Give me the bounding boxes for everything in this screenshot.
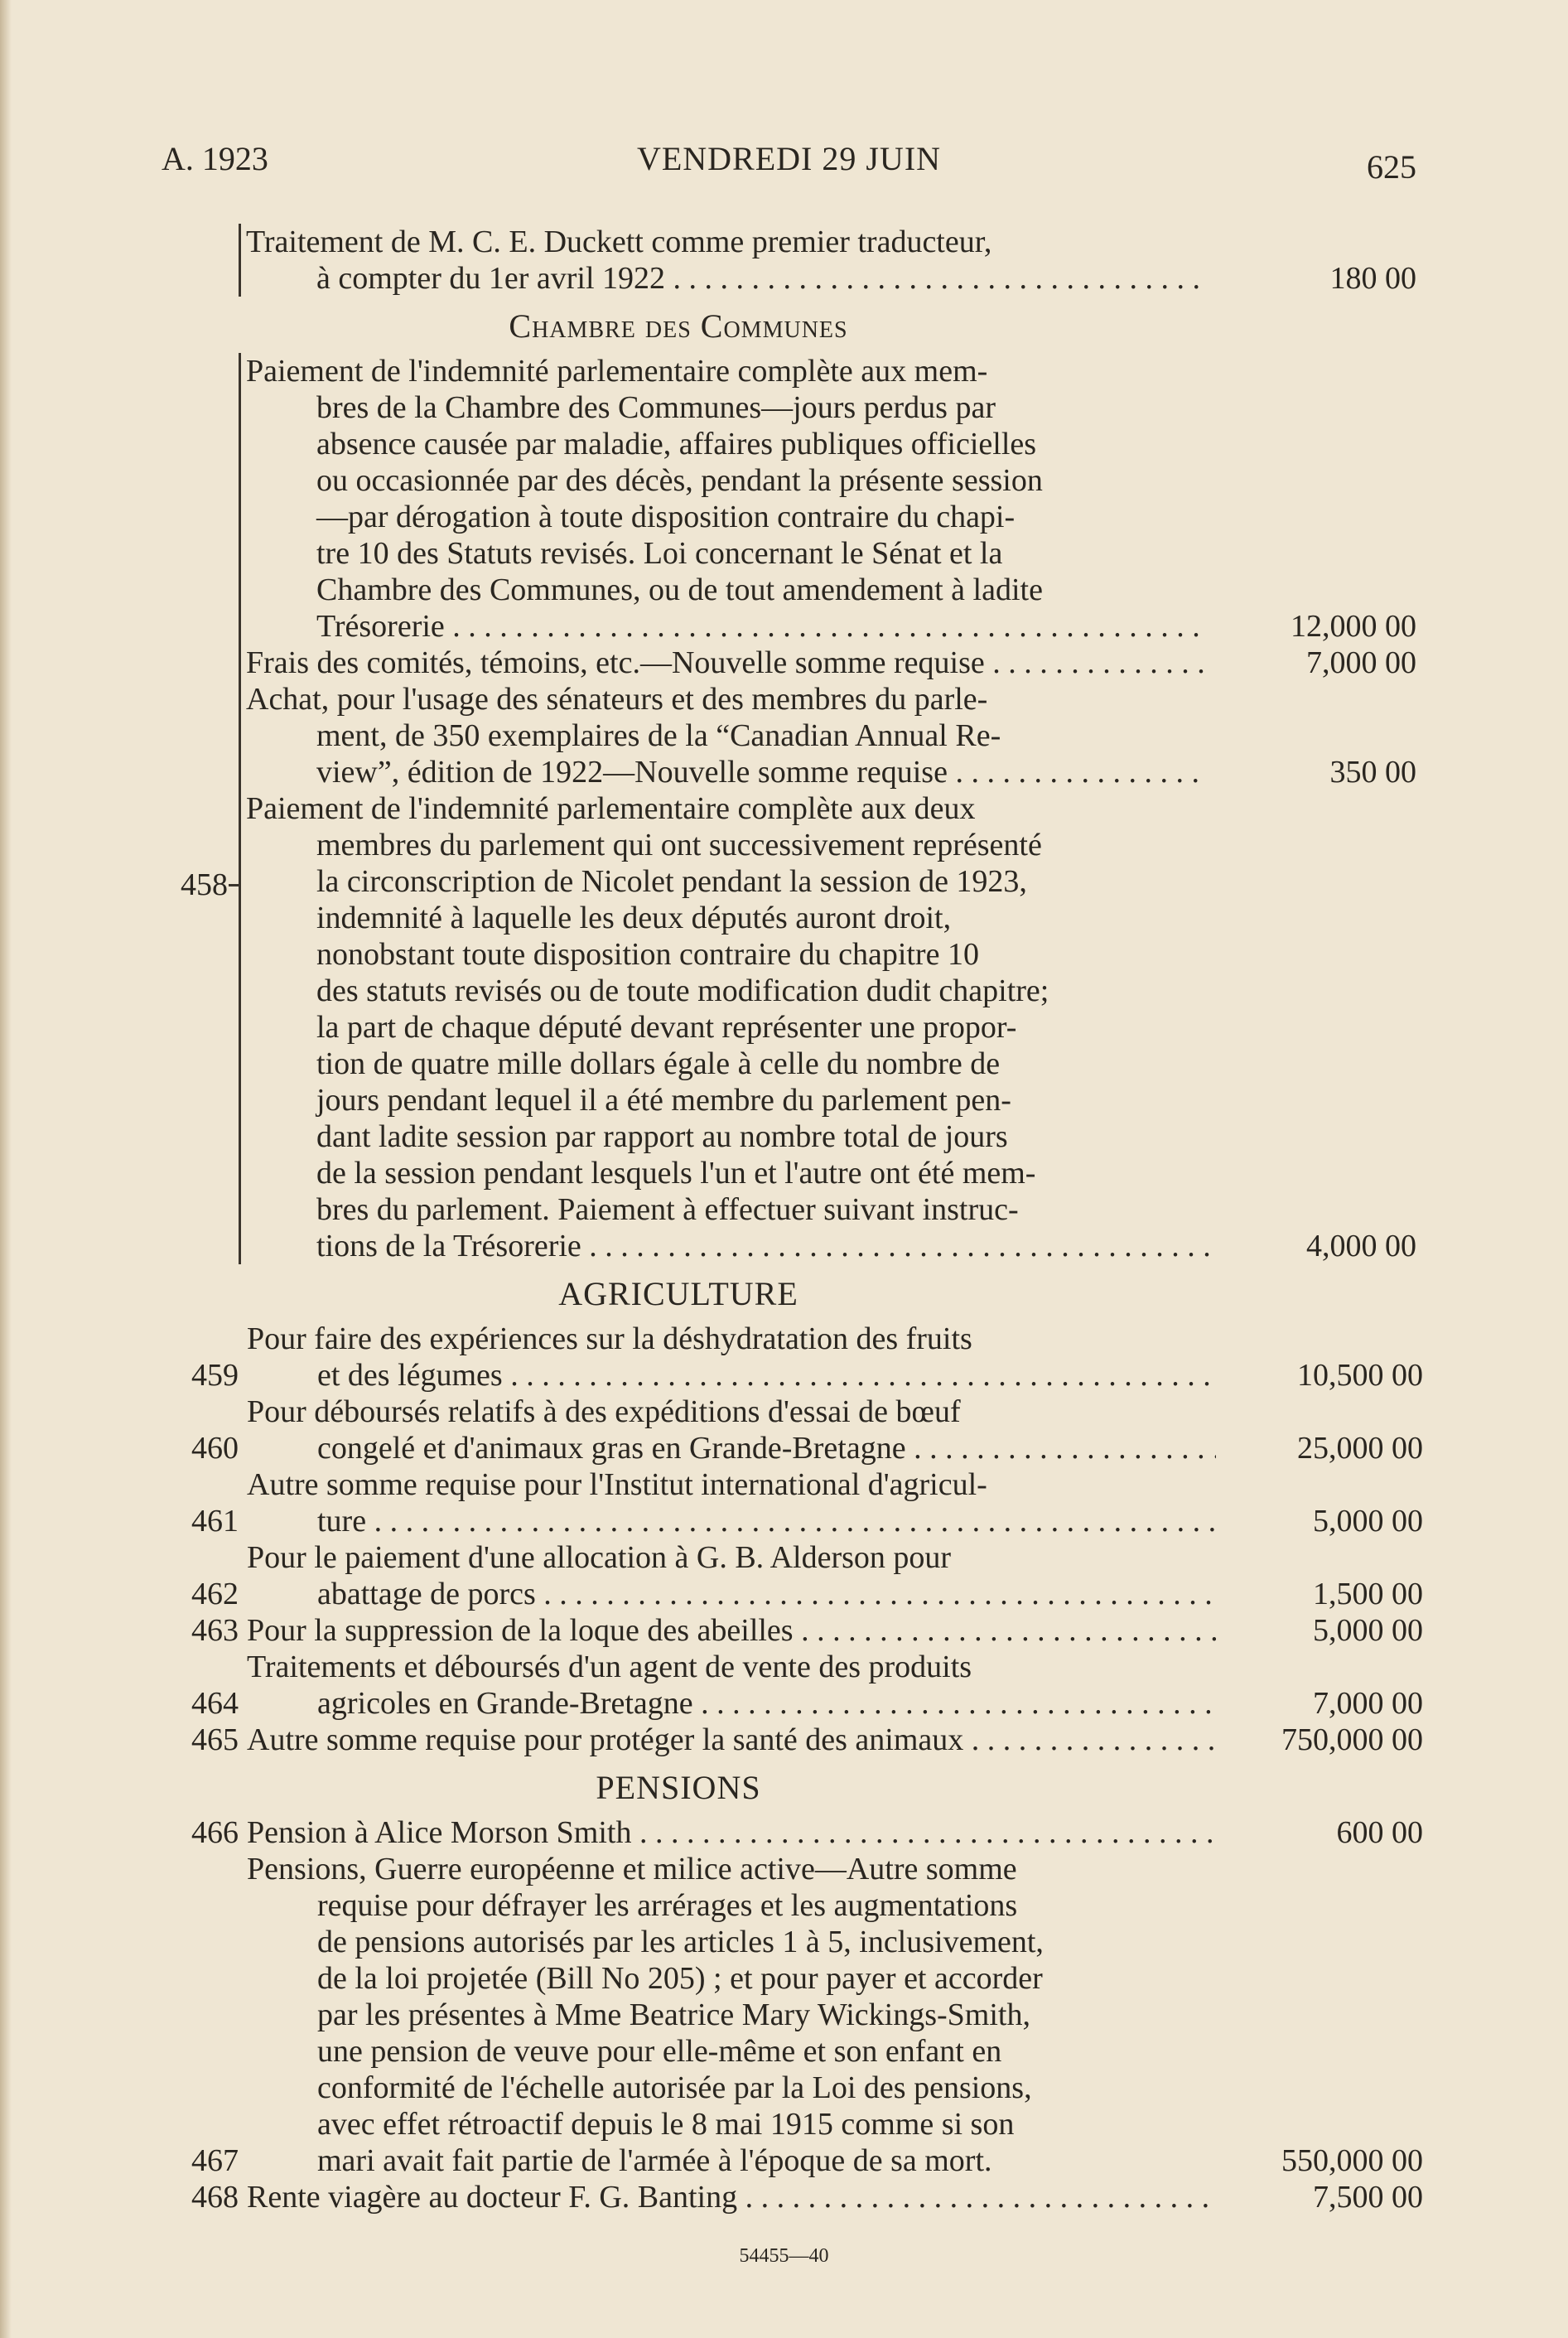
vote-number: 463	[191, 1613, 239, 1648]
item-text-line: Achat, pour l'usage des sénateurs et des membres du parle-	[246, 682, 988, 717]
item-amount: 4,000 00	[1306, 1229, 1416, 1263]
vote-number: 468	[191, 2180, 239, 2215]
item-text-line: dant ladite session par rapport au nombre total de jours	[316, 1119, 1008, 1154]
vote-number: 464	[191, 1686, 239, 1721]
item-text-line: ment, de 350 exemplaires de la “Canadian Annual Re-	[316, 718, 1001, 753]
item-amount: 180 00	[1329, 261, 1416, 296]
item-amount: 350 00	[1329, 755, 1416, 790]
list-item	[246, 353, 1425, 645]
item-amount: 5,000 00	[1313, 1504, 1423, 1539]
item-text-line: view”, édition de 1922—Nouvelle somme requise . . .	[246, 754, 1209, 790]
item-text-line: bres de la Chambre des Communes—jours perdus par	[316, 390, 996, 425]
vote-number: 461	[191, 1504, 239, 1539]
list-item	[149, 1466, 1425, 1539]
item-text-line: conformité de l'échelle autorisée par la Loi des pensions,	[317, 2070, 1032, 2105]
item-amount: 600 00	[1336, 1815, 1423, 1850]
list-item	[149, 1321, 1425, 1394]
section-heading-pensions: PENSIONS	[596, 1769, 761, 1806]
section-heading-chambre: Chambre des Communes	[509, 307, 848, 345]
item-text-line: Pensions, Guerre européenne et milice active—Autre somme	[247, 1852, 1017, 1886]
vote-number: 466	[191, 1815, 239, 1850]
item-amount: 1,500 00	[1313, 1577, 1423, 1611]
item-text-line: abattage de porcs . . .	[247, 1576, 1216, 1612]
item-text-line: Paiement de l'indemnité parlementaire complète aux mem-	[246, 354, 988, 389]
item-amount: 10,500 00	[1297, 1358, 1423, 1393]
item-amount: 25,000 00	[1297, 1431, 1423, 1466]
page-edge	[0, 0, 12, 2338]
item-text-line: Traitement de M. C. E. Duckett comme premier traducteur,	[246, 225, 992, 259]
list-item	[246, 645, 1425, 681]
item-amount: 5,000 00	[1313, 1613, 1423, 1648]
item-text-line: des statuts revisés ou de toute modification dudit chapitre;	[316, 973, 1049, 1008]
item-text-line: Pour la suppression de la loque des abeilles . . .	[247, 1612, 1216, 1649]
item-text-line: membres du parlement qui ont successivement représenté	[316, 828, 1042, 862]
item-text-line: la circonscription de Nicolet pendant la session de 1923,	[316, 864, 1027, 899]
item-amount: 7,000 00	[1313, 1686, 1423, 1721]
list-item	[149, 2179, 1425, 2215]
item-text-line: agricoles en Grande-Bretagne . . .	[247, 1685, 1216, 1722]
list-item	[149, 1851, 1425, 2179]
vote-number: 462	[191, 1577, 239, 1611]
item-text-line: tions de la Trésorerie . . .	[246, 1228, 1209, 1264]
item-text-line: bres du parlement. Paiement à effectuer suivant instruc-	[316, 1192, 1019, 1227]
item-amount: 550,000 00	[1281, 2143, 1423, 2178]
vote-number: 467	[191, 2143, 239, 2178]
item-text-line: mari avait fait partie de l'armée à l'époque de sa mort.	[317, 2143, 992, 2178]
chambre-group	[181, 353, 1425, 1264]
list-item	[246, 224, 1425, 297]
item-text-line: ture . . .	[247, 1503, 1216, 1539]
date-heading: VENDREDI 29 JUIN	[636, 140, 942, 177]
list-item	[149, 1722, 1425, 1758]
item-text-line: Autre somme requise pour protéger la santé des animaux . . .	[247, 1722, 1216, 1758]
item-amount: 12,000 00	[1291, 609, 1416, 644]
item-text-line: à compter du 1er avril 1922 . . .	[246, 260, 1209, 297]
item-text-line: nonobstant toute disposition contraire du chapitre 10	[316, 937, 979, 972]
estimates-body	[149, 224, 1425, 2215]
list-item	[149, 1612, 1425, 1649]
item-text-line: la part de chaque député devant représenter une propor-	[316, 1010, 1017, 1045]
item-amount: 750,000 00	[1281, 1722, 1423, 1757]
item-text-line: Chambre des Communes, ou de tout amendement à ladite	[316, 572, 1043, 607]
list-item	[149, 1394, 1425, 1466]
item-text-line: indemnité à laquelle les deux députés auront droit,	[316, 901, 952, 935]
item-text-line: tion de quatre mille dollars égale à celle du nombre de	[316, 1046, 1001, 1081]
page-number: 625	[1367, 148, 1416, 186]
item-text-line: jours pendant lequel il a été membre du parlement pen-	[316, 1083, 1011, 1118]
item-text-line: Frais des comités, témoins, etc.—Nouvelle somme requise . . .	[246, 645, 1209, 681]
list-item	[246, 790, 1425, 1264]
vote-number: 465	[191, 1722, 239, 1757]
section-heading-agriculture: AGRICULTURE	[558, 1275, 798, 1312]
list-item	[149, 1649, 1425, 1722]
vote-number: 460	[191, 1431, 239, 1466]
item-text-line: Autre somme requise pour l'Institut international d'agricul-	[247, 1467, 987, 1502]
page-header	[162, 139, 1416, 186]
item-text-line: une pension de veuve pour elle-même et son enfant en	[317, 2034, 1002, 2069]
list-item	[149, 1539, 1425, 1612]
item-amount: 7,500 00	[1313, 2180, 1423, 2215]
print-code: 54455—40	[739, 2245, 829, 2267]
session-label: A. 1923	[162, 140, 268, 177]
item-text-line: Trésorerie . . .	[246, 608, 1209, 645]
item-amount: 7,000 00	[1306, 645, 1416, 680]
item-text-line: —par dérogation à toute disposition contraire du chapi-	[316, 500, 1016, 534]
item-text-line: Pour le paiement d'une allocation à G. B. Alderson pour	[247, 1540, 952, 1575]
item-text-line: Rente viagère au docteur F. G. Banting . . .	[247, 2179, 1216, 2215]
item-text-line: tre 10 des Statuts revisés. Loi concernant le Sénat et la	[316, 536, 1003, 571]
item-text-line: de la session pendant lesquels l'un et l'autre ont été mem-	[316, 1156, 1036, 1191]
item-text-line: avec effet rétroactif depuis le 8 mai 1915 comme si son	[317, 2107, 1015, 2142]
item-text-line: par les présentes à Mme Beatrice Mary Wickings-Smith,	[317, 1997, 1030, 2032]
item-text-line: ou occasionnée par des décès, pendant la présente session	[316, 463, 1043, 498]
vote-number: 459	[191, 1358, 239, 1393]
item-text-line: requise pour défrayer les arrérages et les augmentations	[317, 1888, 1018, 1923]
item-text-line: de pensions autorisés par les articles 1 à 5, inclusivement,	[317, 1925, 1044, 1959]
item-text-line: Pour faire des expériences sur la déshydratation des fruits	[247, 1321, 972, 1356]
list-item	[246, 681, 1425, 790]
vote-number: 458	[181, 867, 228, 902]
duckett-item	[239, 224, 1425, 297]
item-text-line: Paiement de l'indemnité parlementaire complète aux deux	[246, 791, 976, 826]
item-text-line: Pension à Alice Morson Smith . . .	[247, 1814, 1216, 1851]
item-text-line: congelé et d'animaux gras en Grande-Bretagne . . .	[247, 1430, 1216, 1466]
item-text-line: Pour déboursés relatifs à des expéditions d'essai de bœuf	[247, 1394, 961, 1429]
item-text-line: absence causée par maladie, affaires publiques officielles	[316, 427, 1037, 461]
item-text-line: Traitements et déboursés d'un agent de vente des produits	[247, 1650, 972, 1684]
item-text-line: de la loi projetée (Bill No 205) ; et pour payer et accorder	[317, 1961, 1043, 1996]
item-text-line: et des légumes . . .	[247, 1357, 1216, 1394]
list-item	[149, 1814, 1425, 1851]
brace-point	[229, 884, 239, 886]
